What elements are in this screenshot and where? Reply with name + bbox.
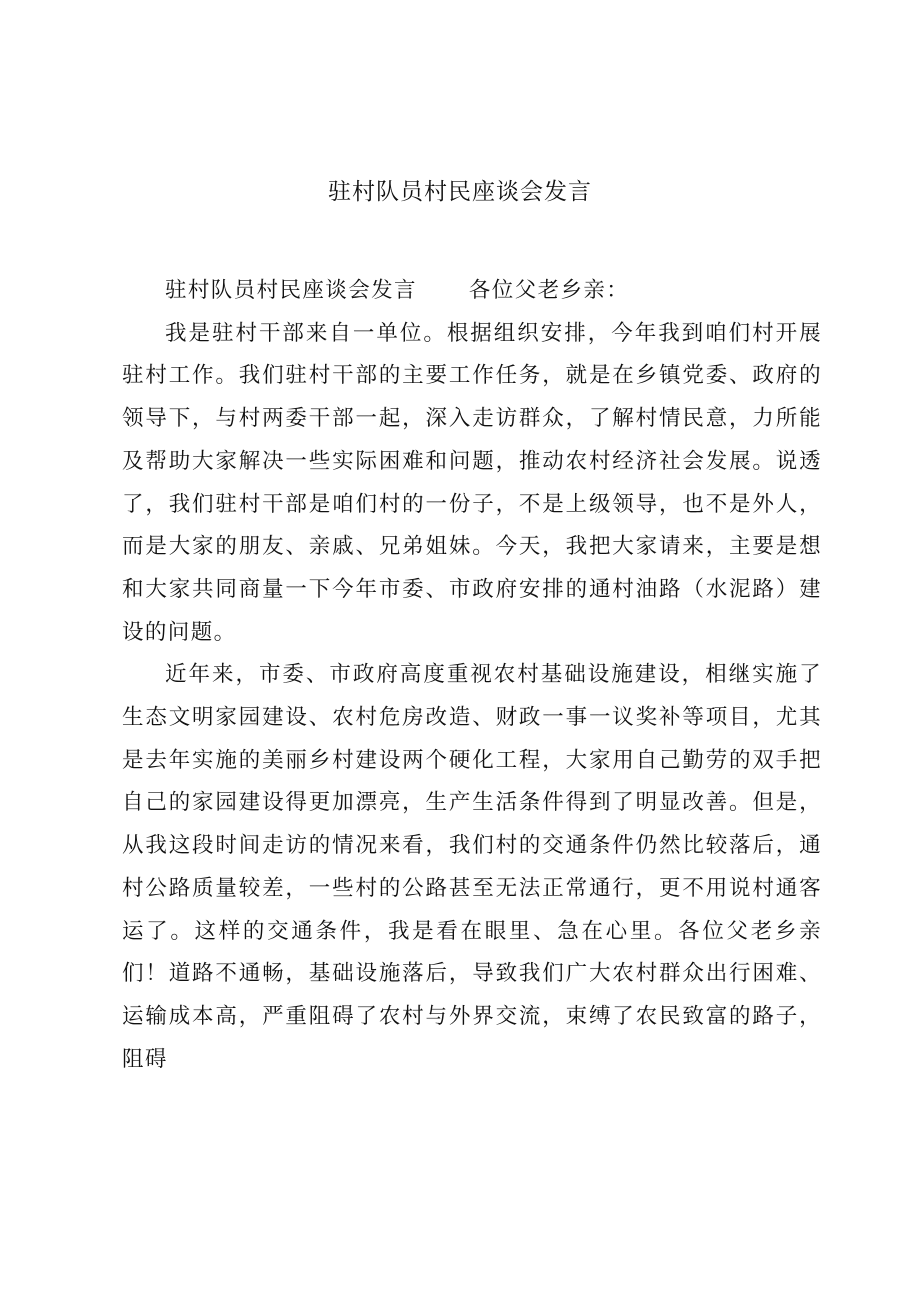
- document-body: [122, 270, 822, 1081]
- opening-heading: 驻村队员村民座谈会发言: [165, 278, 417, 303]
- paragraph-2: 近年来，市委、市政府高度重视农村基础设施建设，相继实施了生态文明家园建设、农村危房改造、财政一事一议奖补等项目，尤其是去年实施的美丽乡村建设两个硬化工程，大家用自己勤劳的双手把自己的家园建设得更加漂亮，生产生活条件得到了明显改善。但是，从我这段时间走访的情况来看，我们村的交通条件仍然比较落后，通村公路质量较差，一些村的公路甚至无法正常通行，更不用说村通客运了。这样的交通条件，我是看在眼里、急在心里。各位父老乡亲们！道路不通畅，基础设施落后，导致我们广大农村群众出行困难、运输成本高，严重阻碍了农村与外界交流，束缚了农民致富的路子，阻碍: [122, 662, 822, 1072]
- salutation: 各位父老乡亲：: [468, 278, 630, 303]
- document-title: 驻村队员村民座谈会发言: [328, 179, 592, 205]
- opening-line: [122, 270, 822, 313]
- paragraph-1: 我是驻村干部来自一单位。根据组织安排，今年我到咱们村开展驻村工作。我们驻村干部的主要工作任务，就是在乡镇党委、政府的领导下，与村两委干部一起，深入走访群众，了解村情民意，力所能及帮助大家解决一些实际困难和问题，推动农村经济社会发展。说透了，我们驻村干部是咱们村的一份子，不是上级领导，也不是外人，而是大家的朋友、亲戚、兄弟姐妹。今天，我把大家请来，主要是想和大家共同商量一下今年市委、市政府安排的通村油路（水泥路）建设的问题。: [122, 320, 822, 645]
